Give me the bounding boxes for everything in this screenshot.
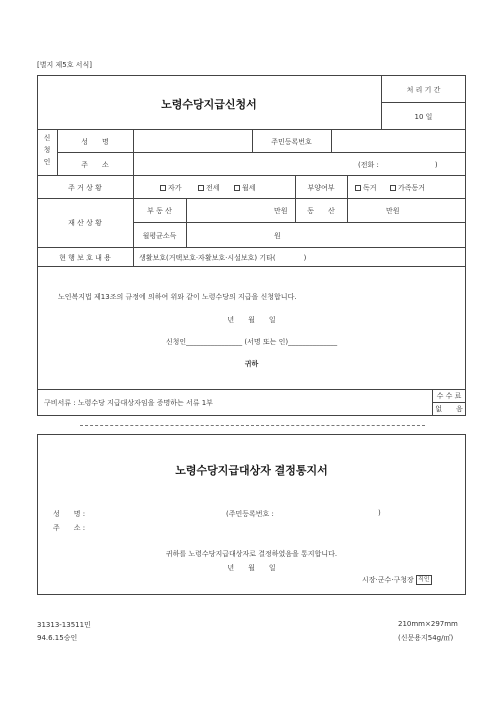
notice-date: 년 월 일: [227, 564, 276, 572]
notice-title: 노령수당지급대상자 결정통지서: [175, 464, 328, 477]
form-label: [별지 제5호 서식]: [37, 61, 92, 69]
notice-name-field[interactable]: [100, 506, 220, 518]
approval-date: 94.6.15승인: [37, 634, 78, 642]
real-estate-field[interactable]: [187, 199, 272, 221]
real-estate-label: 부 동 산: [147, 207, 172, 215]
residence-option-own[interactable]: 자가: [160, 183, 182, 193]
movable-label: 동 산: [307, 207, 335, 215]
monthly-income-field[interactable]: [187, 223, 272, 246]
residence-option-monthly[interactable]: 월세: [234, 183, 256, 193]
phone-label: (전화 : ): [358, 161, 438, 169]
notice-name-label: 성 명 :: [53, 510, 86, 518]
real-estate-unit: 만원: [274, 207, 288, 215]
signature-line: 신청인________________ (서명 또는 인)______________: [165, 338, 338, 346]
fee-value: 없 음: [435, 405, 463, 413]
applicant-label: 신청인: [43, 134, 51, 166]
name-label: 성 명: [81, 138, 109, 146]
application-statement: 노인복지법 제13조의 규정에 의하여 위와 같이 노령수당의 지급을 신청합니다.: [58, 293, 297, 301]
notice-resident-number-field[interactable]: [290, 506, 375, 518]
movable-unit: 만원: [386, 207, 400, 215]
checkbox-icon: [390, 185, 396, 191]
notice-resident-number-label: (주민등록번호 :: [226, 510, 274, 518]
notice-address-label: 주 소 :: [53, 524, 86, 532]
documents-label: 구비서류 : 노령수당 지급대상자임을 증명하는 서류 1부: [44, 399, 213, 407]
fee-label: 수 수 료: [436, 392, 462, 400]
assets-label: 재 산 상 황: [68, 219, 102, 227]
resident-number-field[interactable]: [332, 130, 465, 151]
residence-option-jeonse[interactable]: 전세: [198, 183, 220, 193]
paper-size: 210mm×297mm: [398, 620, 458, 628]
form-code: 31313-13511민: [37, 621, 91, 629]
notice-issuer: [362, 575, 432, 585]
cut-line: [80, 425, 425, 426]
checkbox-icon: [355, 185, 361, 191]
protection-value: 생활보호(거택보호·자활보호·시설보호) 기타( ): [139, 254, 307, 262]
issuer-label: 시장·군수·구청장: [362, 576, 414, 584]
notice-address-field[interactable]: [100, 520, 380, 532]
checkbox-icon: [234, 185, 240, 191]
protection-label: 현 행 보 호 내 용: [59, 254, 111, 262]
application-addressee: 귀하: [244, 360, 259, 368]
application-title: 노령수당지급신청서: [161, 98, 257, 111]
checkbox-icon: [160, 185, 166, 191]
application-date: 년 월 일: [227, 316, 276, 324]
address-label: 주 소: [81, 161, 109, 169]
dependents-label: 부양여부: [307, 184, 335, 192]
resident-number-label: 주민등록번호: [271, 138, 312, 146]
seal-stamp: 직인: [418, 576, 430, 583]
movable-field[interactable]: [348, 199, 384, 221]
dependents-option-family[interactable]: 가족동거: [390, 183, 425, 193]
notice-resident-number-close: ): [378, 509, 381, 517]
paper-type: (신문용지54g/㎡): [398, 634, 454, 642]
processing-period-label: 처 리 기 간: [406, 86, 441, 94]
name-field[interactable]: [134, 130, 251, 151]
dependents-option-alone[interactable]: 독거: [355, 183, 377, 193]
monthly-income-label: 월평균소득: [142, 232, 177, 240]
monthly-income-unit: 원: [274, 232, 281, 240]
checkbox-icon: [198, 185, 204, 191]
notice-message: 귀하를 노령수당지급대상자로 결정하였음을 통지합니다.: [165, 550, 338, 558]
processing-period-value: 10 일: [414, 113, 433, 121]
address-field[interactable]: [134, 153, 354, 174]
residence-label: 주 거 상 황: [68, 184, 102, 192]
